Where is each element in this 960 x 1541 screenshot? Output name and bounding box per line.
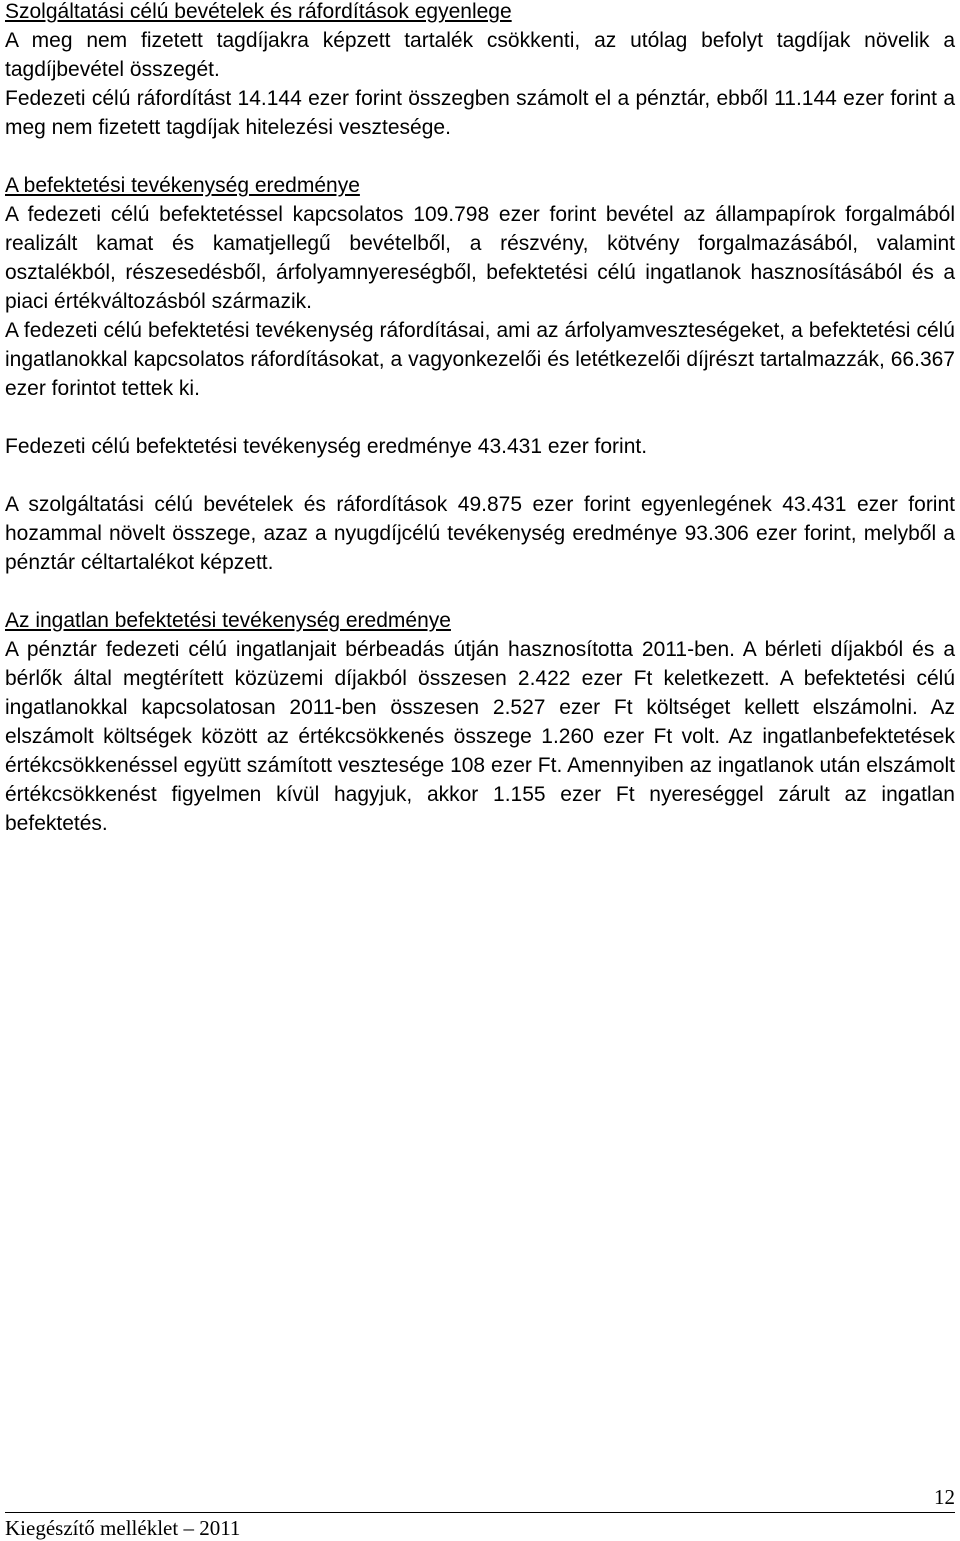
spacer xyxy=(5,403,955,432)
document-body xyxy=(5,0,955,838)
paragraph-investment-expenses: A fedezeti célú befektetési tevékenység ráfordításai, ami az árfolyamveszteségeket, a befektetési célú ingatlanokkal kapcsolatos ráfordításokat, a vagyonkezelői és letétkezelői díjrészt tartalmazzák, 66.367 ezer forintot tettek ki. xyxy=(5,319,955,400)
paragraph-hedging-expense: Fedezeti célú ráfordítást 14.144 ezer forint összegben számolt el a pénztár, ebből 11.144 ezer forint a meg nem fizetett tagdíjak hitelezési vesztesége. xyxy=(5,87,955,139)
paragraph-pension-result: A szolgáltatási célú bevételek és ráfordítások 49.875 ezer forint egyenlegének 43.431 ezer forint hozammal növelt összege, azaz a nyugdíjcélú tevékenység eredménye 93.306 ezer forint, melyből a pénztár céltartalékot képzett. xyxy=(5,493,955,574)
section-heading-investment-result: A befektetési tevékenység eredménye xyxy=(5,174,360,197)
section-heading-service-balance: Szolgáltatási célú bevételek és ráfordítások egyenlege xyxy=(5,0,512,23)
spacer xyxy=(5,577,955,606)
paragraph-investment-income: A fedezeti célú befektetéssel kapcsolatos 109.798 ezer forint bevétel az állampapírok forgalmából realizált kamat és kamatjellegű bevételből, a részvény, kötvény forgalmazásából, valamint osztalékból, részesedésből, árfolyamnyereségből, befektetési célú ingatlanok hasznosításából és a piaci értékváltozásból származik. xyxy=(5,203,955,313)
paragraph-unpaid-fees: A meg nem fizetett tagdíjakra képzett tartalék csökkenti, az utólag befolyt tagdíjak növelik a tagdíjbevétel összegét. xyxy=(5,29,955,81)
footer-title: Kiegészítő melléklet – 2011 xyxy=(5,1516,241,1540)
paragraph-real-estate: A pénztár fedezeti célú ingatlanjait bérbeadás útján hasznosította 2011-ben. A bérleti díjakból és a bérlők által megtérített közüzemi díjakból összesen 2.422 ezer Ft keletkezett. A befektetési célú ingatlanokkal kapcsolatosan 2011-ben összesen 2.527 ezer Ft költséget kellett elszámolni. Az elszámolt költségek között az értékcsökkenés összege 1.260 ezer Ft volt. Az ingatlanbefektetések értékcsökkenéssel együtt számított vesztesége 108 ezer Ft. Amennyiben az ingatlanok után elszámolt értékcsökkenést figyelmen kívül hagyjuk, akkor 1.155 ezer Ft nyereséggel zárult az ingatlan befektetés. xyxy=(5,638,955,835)
spacer xyxy=(5,142,955,171)
paragraph-investment-result: Fedezeti célú befektetési tevékenység eredménye 43.431 ezer forint. xyxy=(5,435,648,458)
spacer xyxy=(5,461,955,490)
page-number: 12 xyxy=(934,1485,955,1509)
section-heading-real-estate-result: Az ingatlan befektetési tevékenység eredménye xyxy=(5,609,451,632)
footer-divider xyxy=(5,1512,955,1513)
